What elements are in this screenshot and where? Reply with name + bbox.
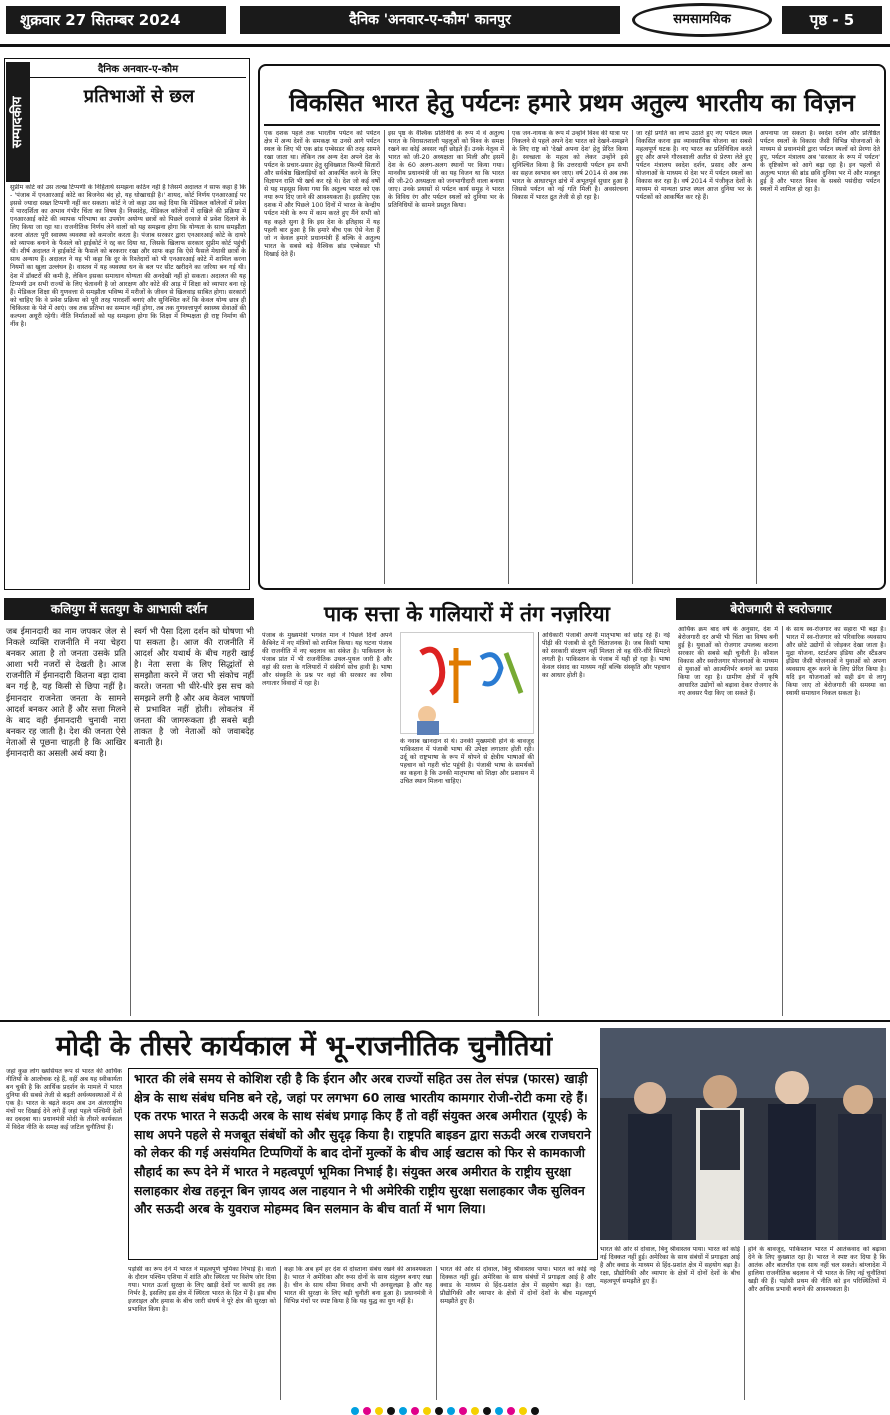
calligraphy-illustration [400, 632, 534, 734]
col-divider [782, 626, 783, 1016]
registration-dot [387, 1407, 395, 1415]
paper-name: दैनिक 'अनवार-ए-कौम' कानपुर [240, 6, 620, 34]
leaders-photo [600, 1028, 886, 1240]
lead-col-1: एक दशक पहले तक भारतीय पर्यटन को पर्यटन क्षेत्र में अन्य देशों के समकक्ष या उनसे आगे पर्यटन स्थल के लिए भी एक ब्रांड एम्बेसडर की तरह सामने रखा जाता था। लेकिन तब अन्य देश अपने देश के पर्यटन के प्रचार-प्रसार हेतु सुविख्यात फिल्मी सितारों और सर्वश्रेष्ठ खिलाड़ियों को आकर्षित करने के लिए विज्ञापन राशि भी खर्च कर रहे थे। देश जो कई वर्षों से यह महसूस किया गया कि अतुल्य भारत को एक नया रूप दिए जाने की आवश्यकता है। इसलिए एक दशक में और पिछले 100 दिनों में भारत के केन्द्रीय पर्यटन मंत्री के रूप में काम करते हुए मैंने सभी को यह कहते सुना है कि इस देश के इतिहास में यह पहली बार हुआ है कि हमारे बीच एक ऐसे नेता हैं जो न केवल हमारे प्रधानमंत्री हैं बल्कि वे अतुल्य भारत के सबसे बड़े वैश्विक ब्रांड एम्बेसडर भी दिखाई देते हैं। [264, 130, 380, 258]
col-divider [632, 130, 633, 584]
lead-title-rule [264, 124, 880, 126]
modi-col-5a: भारत की ओर से दोवाल, बिनु श्रीवास्तव पाया। भारत को कोई नई दिक्कत नहीं हुई। अमेरिका के साथ संबंधों में प्रगाढ़ता आई है और क्वाड के माध्यम से हिंद-प्रशांत क्षेत्र में सहयोग बढ़ा है। रक्षा, प्रौद्योगिकी और व्यापार के क्षेत्रों में दोनों देशों के बीच महत्वपूर्ण समझौते हुए हैं। [600, 1246, 740, 1286]
kaliyug-col-2: स्वर्ग भी पैसा दिला दर्शन को घोषणा भी पा सकता है। आज की राजनीति में आदर्श और यथार्थ के बीच गहरी खाई है। नेता सत्ता के लिए सिद्धांतों से समझौता करने में जरा भी संकोच नहीं करते। जनता भी धीरे-धीरे इस सच को समझने लगी है और अब केवल भाषणों से प्रभावित नहीं होती। लोकतंत्र में जनता की जागरूकता ही सबसे बड़ी ताकत है जो नेताओं को जवाबदेह बनाती है। [134, 626, 254, 747]
lead-headline: विकसित भारत हेतु पर्यटनः हमारे प्रथम अतुल्य भारतीय का विज़न [289, 89, 855, 117]
registration-dot [435, 1407, 443, 1415]
col-divider [538, 632, 539, 1016]
editorial-source: दैनिक अनवार-ए-कौम [30, 62, 246, 78]
pak-col-2: के नवाब खानदान से थे। उनकी मुख्यमंत्री होने के बावजूद पाकिस्तान में पंजाबी भाषा की उपेक्षा लगातार होती रही। उर्दू को राष्ट्रभाषा के रूप में थोपने से क्षेत्रीय भाषाओं की पहचान को गहरी चोट पहुंची है। पंजाबी भाषा के समर्थकों का कहना है कि उनकी मातृभाषा को शिक्षा और प्रशासन में उचित स्थान मिलना चाहिए। [400, 738, 534, 786]
modi-col-3: कहा कि अब हमें हर देश से दोस्ताना संबंध रखने की आवश्यकता है। भारत ने अमेरिका और रूस दोनों के साथ संतुलन बनाए रखा है। चीन के साथ सीमा विवाद अभी भी अनसुलझा है और यह भारत की सुरक्षा के लिए बड़ी चुनौती बना हुआ है। प्रधानमंत्री ने विभिन्न मंचों पर स्पष्ट किया है कि यह युद्ध का युग नहीं है। [284, 1266, 432, 1306]
registration-dot [531, 1407, 539, 1415]
registration-dot [363, 1407, 371, 1415]
modi-col-2: पड़ोसी का रूप देने में भारत ने महत्वपूर्ण भूमिका निभाई है। वार्ता के दौरान पश्चिम एशिया में शांति और स्थिरता पर विशेष जोर दिया गया। भारत ऊर्जा सुरक्षा के लिए खाड़ी देशों पर काफी हद तक निर्भर है, इसलिए इस क्षेत्र में स्थिरता भारत के हित में है। इस बीच इजराइल और हमास के बीच जारी संघर्ष ने पूरे क्षेत्र की सुरक्षा को प्रभावित किया है। [128, 1266, 276, 1314]
pak-col-3: अधिकारी पंजाबी अपनी मातृभाषा को छोड़ रहे हैं। नई पीढ़ी की पंजाबी से दूरी चिंताजनक है। जब किसी भाषा को सरकारी संरक्षण नहीं मिलता तो वह धीरे-धीरे सिमटने लगती है। पाकिस्तान के पंजाब में यही हो रहा है। भाषा केवल संवाद का माध्यम नहीं बल्कि संस्कृति और पहचान का आधार होती है। [542, 632, 670, 680]
kaliyug-col-1: जब ईमानदारी का नाम जपकर जेल से निकले व्यक्ति राजनीति में नया चेहरा बनकर आता है तो जनता उसके प्रति आशा भरी नजरों से देखती है। आज राजनीति में ईमानदारी कितना बड़ा दावा बन गई है, यह किसी से छिपा नहीं है। ईमानदार राजनेता जनता के सामने आदर्श बनकर आते हैं और सत्ता मिलने के बाद वही ईमानदारी चुनावी नारा बनकर रह जाती है। देश की जनता ऐसे नेताओं से पूछना चाहती है कि आखिर ईमानदारी का असली अर्थ क्या है। [6, 626, 126, 759]
registration-dot [507, 1407, 515, 1415]
col-divider [756, 130, 757, 584]
registration-dot [471, 1407, 479, 1415]
masthead [0, 0, 890, 40]
kaliyug-headline: कलियुग में सतयुग के आभासी दर्शन [4, 598, 254, 620]
registration-dot [399, 1407, 407, 1415]
issue-date: शुक्रवार 27 सितम्बर 2024 [6, 6, 226, 34]
col-divider [384, 130, 385, 584]
section-rule [0, 1020, 890, 1022]
lead-col-2: इस पृष्ठ के वैश्विक प्रतिनिधि के रूप में वे अतुल्य भारत के विरासतशाली पहलुओं को विश्व के समक्ष रखने का कोई अवसर नहीं छोड़ते हैं। उनके नेतृत्व में भारत को जी-20 अध्यक्षता का मिली और इसमें देश के 60 अलग-अलग स्थानों पर किया गया। मानवीय प्रधानमंत्री जी का यह विजन था कि भारत की जी-20 अध्यक्षता को जनभागीदारी वाला बनाया जाए। उनके प्रयासों से पर्यटन कार्य समूह ने भारत के विविध रंग और पर्यटन स्थलों को दुनिया भर के प्रतिनिधियों के सामने प्रस्तुत किया। [388, 130, 504, 210]
registration-dot [495, 1407, 503, 1415]
registration-dot [411, 1407, 419, 1415]
registration-dot [375, 1407, 383, 1415]
registration-dot [423, 1407, 431, 1415]
col-divider [280, 1266, 281, 1400]
modi-headline: मोदी के तीसरे कार्यकाल में भू-राजनीतिक चुनौतियां [55, 1031, 553, 1062]
col-divider [130, 626, 131, 1016]
editorial-body: सुप्रीम कोर्ट को उस तल्ख टिप्पणी के निहितार्थ समझना कठिन नहीं है जिसमें अदालत ने साफ कहा है कि - 'पंजाब में एनआरआई कोटे का बिजनेस बंद हो, यह धोखाधड़ी है।' शायद, कोर्ट निर्णय एनआरआई पर इससे ज्यादा सख्त टिप्पणी नहीं कर सकता। कोर्ट ने जो कहा उस कहे दिया कि मेडिकल कॉलेजों में प्रवेश में पारदर्शिता का अभाव गंभीर चिंता का विषय है। निस्संदेह, मेडिकल कॉलेजों में दाखिले की प्रक्रिया में एनआरआई कोटे की व्यापक परिभाषा का उपयोग अयोग्य छात्रों को पिछले दरवाजे से प्रवेश दिलाने के लिए किया जा रहा था। राजनीतिक निर्णय लेने वालों को यह समझना होगा कि योग्यता के साथ समझौता करना अंततः पूरी स्वास्थ्य व्यवस्था को कमजोर करता है। पंजाब सरकार द्वारा एनआरआई कोटे के दायरे को व्यापक बनाने के फैसले को हाईकोर्ट ने रद्द कर दिया था, जिसके खिलाफ सरकार सुप्रीम कोर्ट पहुंची थी। शीर्ष अदालत ने हाईकोर्ट के फैसले को बरकरार रखा और साफ कहा कि ऐसे फैसले मेधावी छात्रों के साथ अन्याय हैं। अदालत ने यह भी कहा कि दूर के रिश्तेदारों को भी एनआरआई कोटे में शामिल करना नियमों का खुला उल्लंघन है। वास्तव में यह व्यवस्था धन के बल पर सीट खरीदने का जरिया बन गई थी। देश में डॉक्टरों की कमी है, लेकिन इसका समाधान योग्यता की अनदेखी नहीं हो सकता। अदालत की यह टिप्पणी उन सभी राज्यों के लिए चेतावनी है जो आरक्षण और कोटे की आड़ में शिक्षा को व्यापार बना रहे हैं। मेडिकल शिक्षा की गुणवत्ता से समझौता भविष्य में मरीजों के जीवन से खिलवाड़ साबित होगा। सरकारों को चाहिए कि वे प्रवेश प्रक्रिया को पूरी तरह पारदर्शी बनाएं और सुनिश्चित करें कि केवल योग्य छात्र ही चिकित्सा के पेशे में आएं। जब तक प्रतिभा का सम्मान नहीं होगा, तब तक गुणवत्तापूर्ण स्वास्थ्य सेवाओं की कल्पना अधूरी रहेगी। नीति निर्माताओं को यह समझना होगा कि शिक्षा में निष्पक्षता ही राष्ट्र निर्माण की नींव है। [10, 184, 246, 328]
pak-headline: पाक सत्ता के गलियारों में तंग नज़रिया [323, 602, 611, 626]
modi-highlight: भारत की लंबे समय से कोशिश रही है कि ईरान और अरब राज्यों सहित उस तेल संपन्न (फारस) खाड़ी क्षेत्र के साथ संबंध घनिष्ठ बने रहे, जहां पर लगभग 60 लाख भारतीय कामगार रोजी-रोटी कमा रहे हैं। एक तरफ भारत ने सऊदी अरब के साथ संबंध प्रगाढ़ किए हैं तो वहीं संयुक्त अरब अमीरात (यूएई) के साथ अपने पहले से मजबूत संबंधों को और सुदृढ़ किया है। राष्ट्रपति बाइडन द्वारा सऊदी अरब राजघराने को लेकर की गई असंयमित टिप्पणियों के बाद दोनों मुल्कों के बीच आई खटास को फिर से कामकाजी सौहार्द का रूप देने में भारत ने महत्वपूर्ण भूमिका निभाई है। संयुक्त अरब अमीरात के राष्ट्रीय सुरक्षा सलाहकार शेख तहनून बिन ज़ायद अल नाहयान ने भी अमेरिकी राष्ट्रीय सुरक्षा सलाहकार जैक सुलिवन और सऊदी अरब के युवराज मोहम्मद बिन सलमान के बीच वार्ता में भाग लिया। [134, 1071, 591, 1217]
modi-col-1: जहां कुछ लोग ख्यसियत रूप से भारत की आर्थिक नीतियों के आलोचक रहे हैं, वहीं अब यह स्वीकार्यता बन चुकी है कि आर्थिक प्रदर्शन के मामले में भारत दुनिया की सबसे तेजी से बढ़ती अर्थव्यवस्थाओं में से एक है। भारत के बढ़ते कदम अब उन अंतरराष्ट्रीय मंचों पर दिखाई देने लगे हैं जहां पहले पश्चिमी देशों का दबदबा था। प्रधानमंत्री मोदी के तीसरे कार्यकाल में विदेश नीति के समक्ष कई जटिल चुनौतियां हैं। [6, 1068, 122, 1132]
modi-col-4: भारत की ओर से दोवाल, बिनु श्रीवास्तव पाया। भारत को कोई नई दिक्कत नहीं हुई। अमेरिका के साथ संबंधों में प्रगाढ़ता आई है और क्वाड के माध्यम से हिंद-प्रशांत क्षेत्र में सहयोग बढ़ा है। रक्षा, प्रौद्योगिकी और व्यापार के क्षेत्रों में दोनों देशों के बीच महत्वपूर्ण समझौते हुए हैं। [440, 1266, 596, 1306]
col-divider [436, 1266, 437, 1400]
section-category: समसामयिक [632, 3, 772, 37]
editorial-title: प्रतिभाओं से छल [83, 86, 195, 107]
lead-col-5: अपनाया जा सकता है। स्वदेश दर्शन और प्रतिष्ठित पर्यटन स्थलों के विकास जैसी विभिन्न योजनाओं के माध्यम से प्रधानमंत्री द्वारा पर्यटन स्थलों को प्रेरणा देते हुए, पर्यटन मंत्रालय अब 'सरकार के रूप में पर्यटन' के दृष्टिकोण को आगे बढ़ा रहा है। इन पहलों से अतुल्य भारत की ब्रांड छवि दुनिया भर में और मजबूत हुई है और भारत विश्व के सबसे पसंदीदा पर्यटन स्थलों में शामिल हो रहा है। [760, 130, 880, 194]
print-registration-strip [0, 1402, 890, 1415]
editorial-label: सम्पादकीय [6, 62, 30, 182]
jobs-col-2: के साथ स्व-रोजगार का सहारा भी बढ़ा है। भारत में स्व-रोजगार को परिवारिक व्यवसाय और छोटे उद्योगों से जोड़कर देखा जाता है। मुद्रा योजना, स्टार्टअप इंडिया और स्टैंडअप इंडिया जैसी योजनाओं ने युवाओं को अपना व्यवसाय शुरू करने के लिए प्रेरित किया है। यदि इन योजनाओं को सही ढंग से लागू किया जाए तो बेरोजगारी की समस्या का स्थायी समाधान निकल सकता है। [786, 626, 886, 698]
modi-col-5: होने के बावजूद, पाकिस्तान भारत में आतंकवाद को बढ़ावा देने के लिए कुख्यात रहा है। भारत ने स्पष्ट कर दिया है कि आतंक और बातचीत एक साथ नहीं चल सकते। बांग्लादेश में हालिया राजनीतिक बदलाव ने भी भारत के लिए नई चुनौतियां खड़ी की हैं। पड़ोसी प्रथम की नीति को इन परिस्थितियों में और अधिक प्रभावी बनाने की आवश्यकता है। [748, 1246, 886, 1294]
page-number: पृष्ठ - 5 [782, 6, 882, 34]
jobs-col-1: आर्थिक क्रम बाद वर्ष के अनुसार, देश में बेरोजगारी दर अभी भी चिंता का विषय बनी हुई है। युवाओं को रोजगार उपलब्ध कराना सरकार की सबसे बड़ी चुनौती है। कौशल विकास और स्वरोजगार योजनाओं के माध्यम से युवाओं को आत्मनिर्भर बनाने का प्रयास किया जा रहा है। ग्रामीण क्षेत्रों में कृषि आधारित उद्योगों को बढ़ावा देकर रोजगार के नए अवसर पैदा किए जा सकते हैं। [678, 626, 778, 698]
registration-dot [447, 1407, 455, 1415]
pak-col-1: पंजाब के मुख्यमंत्री भगवंत मान ने पिछले दिनों अपने कैबिनेट में नए मंत्रियों को शामिल किया। यह घटना पंजाब की राजनीति में नए बदलाव का संकेत है। पाकिस्तान के पंजाब प्रांत में भी राजनीतिक उथल-पुथल जारी है और वहां की सत्ता के गलियारों में संकीर्ण सोच हावी है। भाषा और संस्कृति के प्रश्न पर वहां की सरकार का रवैया लगातार विवादों में रहा है। [262, 632, 392, 688]
col-divider [744, 1246, 745, 1400]
registration-dot [483, 1407, 491, 1415]
header-rule [0, 44, 890, 47]
registration-dot [351, 1407, 359, 1415]
registration-dot [459, 1407, 467, 1415]
col-divider [508, 130, 509, 584]
registration-dot [519, 1407, 527, 1415]
lead-col-4: जा रही प्रगति का लाभ उठाते हुए नए पर्यटन स्थल विकसित करना इस व्यावसायिक योजना का सबसे महत्वपूर्ण घटक है। नए भारत का प्रतिनिधित्व करते हुए और अपने गौरवशाली अतीत से प्रेरणा लेते हुए पर्यटन मंत्रालय स्वदेश दर्शन, प्रसाद और अन्य योजनाओं के माध्यम से देश भर में पर्यटन स्थलों का विकास कर रहा है। वर्ष 2014 में पंजीकृत देशों के माध्यम से मान्यता प्राप्त स्थल आज दुनिया भर के पर्यटकों को आकर्षित कर रहे हैं। [636, 130, 752, 202]
jobs-headline: बेरोजगारी से स्वरोजगार [676, 598, 886, 620]
lead-col-3: एक जन-नायक के रूप में उन्होंने विश्व की यात्रा पर निकलने से पहले अपने देश भारत को देखने-समझने के लिए राष्ट्र को 'देखो अपना देश' हेतु प्रेरित किया है। स्वच्छता के महत्व को लेकर उन्होंने इसे सुनिश्चित किया है कि उत्तरदायी पर्यटन हम सभी का सहज स्वभाव बन जाए। वर्ष 2014 से अब तक भारत के आधारभूत ढांचे में अभूतपूर्व सुधार हुआ है जिससे पर्यटन को नई गति मिली है। अवसंरचना विकास में भारत द्रुत तेजी से हो रहा है। [512, 130, 628, 202]
